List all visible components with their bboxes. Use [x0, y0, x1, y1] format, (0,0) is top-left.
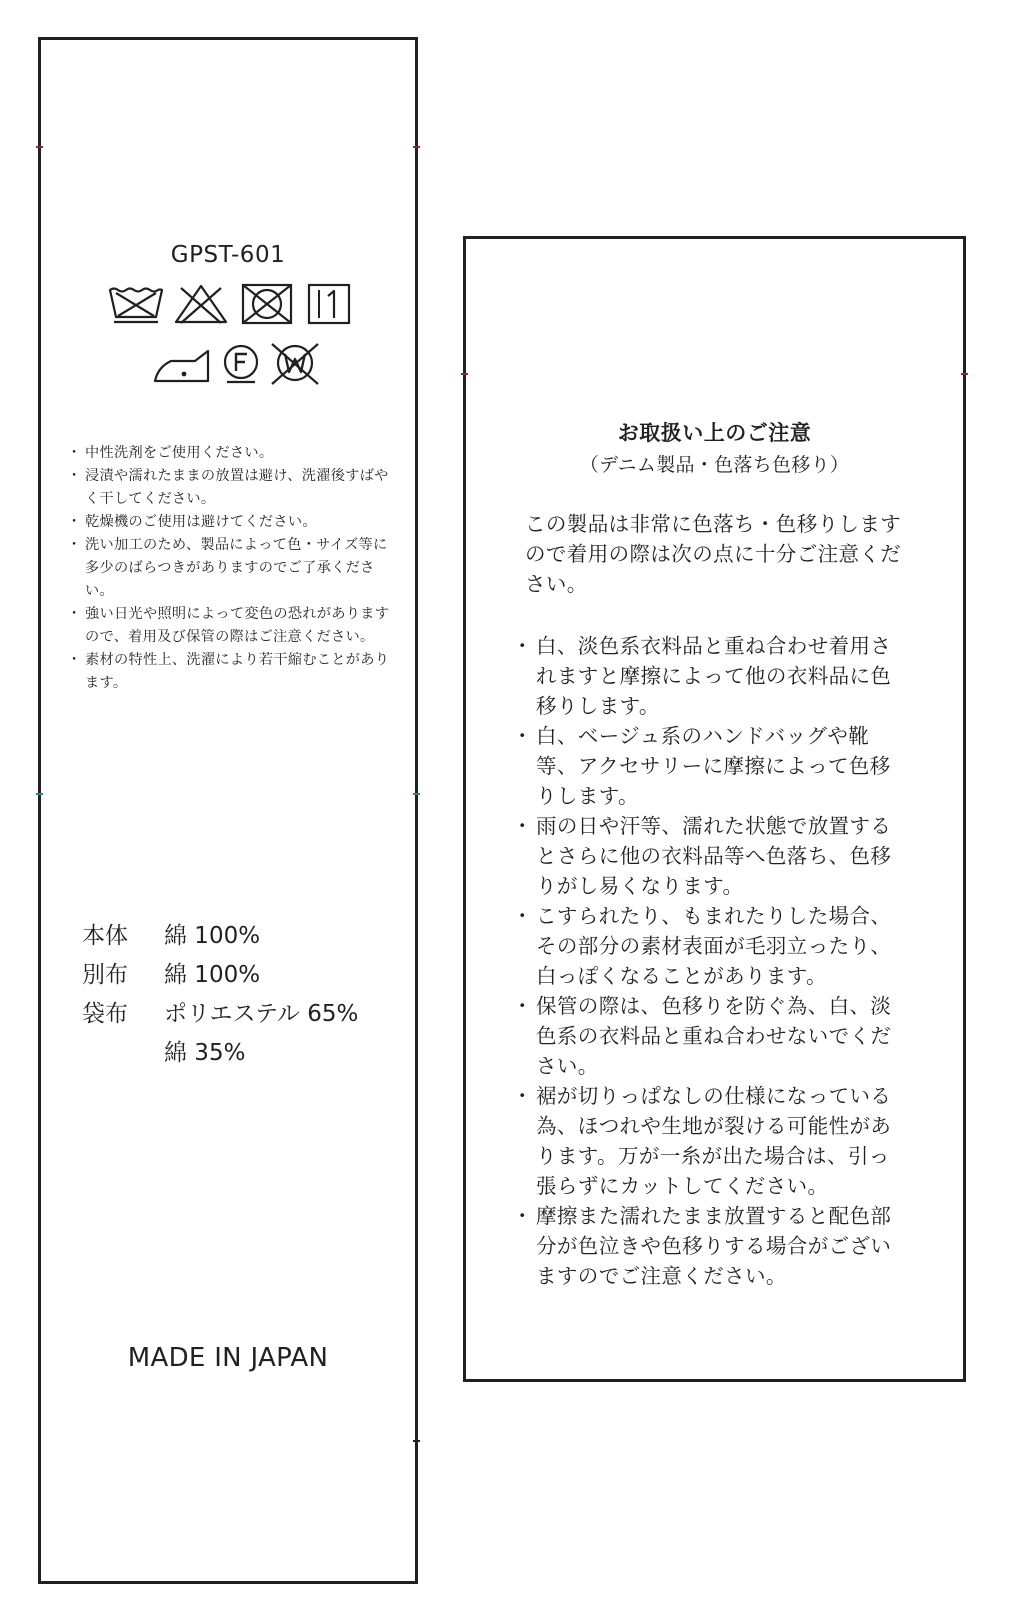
- no-tumble-dry-icon: [240, 282, 294, 326]
- no-bleach-icon: [173, 283, 229, 325]
- registration-mark: [413, 793, 420, 795]
- composition-row: [82, 956, 358, 995]
- caution-label-right: [463, 236, 966, 1382]
- caution-subtitle: （デニム製品・色落ち色移り）: [579, 454, 850, 476]
- country-of-origin: MADE IN JAPAN: [127, 1343, 329, 1373]
- caution-title: お取扱い上のご注意: [617, 421, 812, 445]
- fiber-composition-table: [82, 917, 358, 1073]
- caution-item: ・ 雨の日や汗等、濡れた状態で放置するとさらに他の衣料品等へ色落ち、色移りがし易くなります。: [518, 811, 903, 901]
- registration-mark: [413, 1440, 420, 1442]
- registration-mark: [413, 146, 420, 148]
- composition-row: [82, 917, 358, 956]
- composition-material: ポリエステル 65%: [164, 1001, 359, 1027]
- caution-item: ・ 摩擦また濡れたまま放置すると配色部分が色泣きや色移りする場合がございますのでご注意ください。: [518, 1201, 903, 1291]
- registration-mark: [36, 793, 43, 795]
- line-dry-icon: [306, 282, 352, 326]
- composition-material: 綿 100%: [164, 962, 261, 988]
- care-note: ・ 洗い加工のため、製品によって色・サイズ等に多少のばらつきがありますのでご了承ください。: [71, 534, 401, 603]
- registration-mark: [461, 373, 468, 375]
- no-wet-clean-icon: [268, 341, 322, 387]
- composition-material: 綿 35%: [164, 1040, 246, 1066]
- caution-item: ・ 保管の際は、色移りを防ぐ為、白、淡色系の衣料品と重ね合わせないでください。: [518, 991, 903, 1081]
- composition-material: 綿 100%: [164, 923, 261, 949]
- wash-30-gentle-icon: [107, 285, 165, 325]
- registration-mark: [36, 146, 43, 148]
- care-note: ・ 素材の特性上、洗濯により若干縮むことがあります。: [71, 649, 401, 695]
- caution-item: ・ 白、ベージュ系のハンドバッグや靴等、アクセサリーに摩擦によって色移りします。: [518, 721, 903, 811]
- composition-row: [82, 995, 358, 1034]
- caution-item: ・ こすられたり、もまれたりした場合、その部分の素材表面が毛羽立ったり、白っぽくなることがあります。: [518, 901, 903, 991]
- composition-row: [82, 1034, 358, 1073]
- composition-part: 袋布: [82, 1001, 128, 1027]
- dry-clean-f-icon: [220, 343, 262, 385]
- care-note: ・ 中性洗剤をご使用ください。: [71, 442, 401, 465]
- composition-part: 別布: [82, 962, 128, 988]
- iron-low-icon: [151, 345, 213, 385]
- caution-intro: この製品は非常に色落ち・色移りしますので着用の際は次の点に十分ご注意ください。: [525, 512, 902, 596]
- care-note: ・ 強い日光や照明によって変色の恐れがありますので、着用及び保管の際はご注意ください。: [71, 603, 401, 649]
- care-note: ・ 浸漬や濡れたままの放置は避け、洗濯後すばやく干してください。: [71, 465, 401, 511]
- composition-part: 本体: [82, 923, 128, 949]
- care-note: ・ 乾燥機のご使用は避けてください。: [71, 511, 401, 534]
- registration-mark: [961, 373, 968, 375]
- caution-item: ・ 白、淡色系衣料品と重ね合わせ着用されますと摩擦によって他の衣料品に色移りします。: [518, 631, 903, 721]
- composition-part: [82, 1034, 164, 1073]
- caution-item: ・ 裾が切りっぱなしの仕様になっている為、ほつれや生地が裂ける可能性があります。万が一糸が出た場合は、引っ張らずにカットしてください。: [518, 1081, 903, 1201]
- product-code: GPST-601: [170, 242, 286, 268]
- care-label-left: [38, 37, 418, 1584]
- care-notes-list: [71, 442, 401, 695]
- caution-list: [518, 631, 903, 1291]
